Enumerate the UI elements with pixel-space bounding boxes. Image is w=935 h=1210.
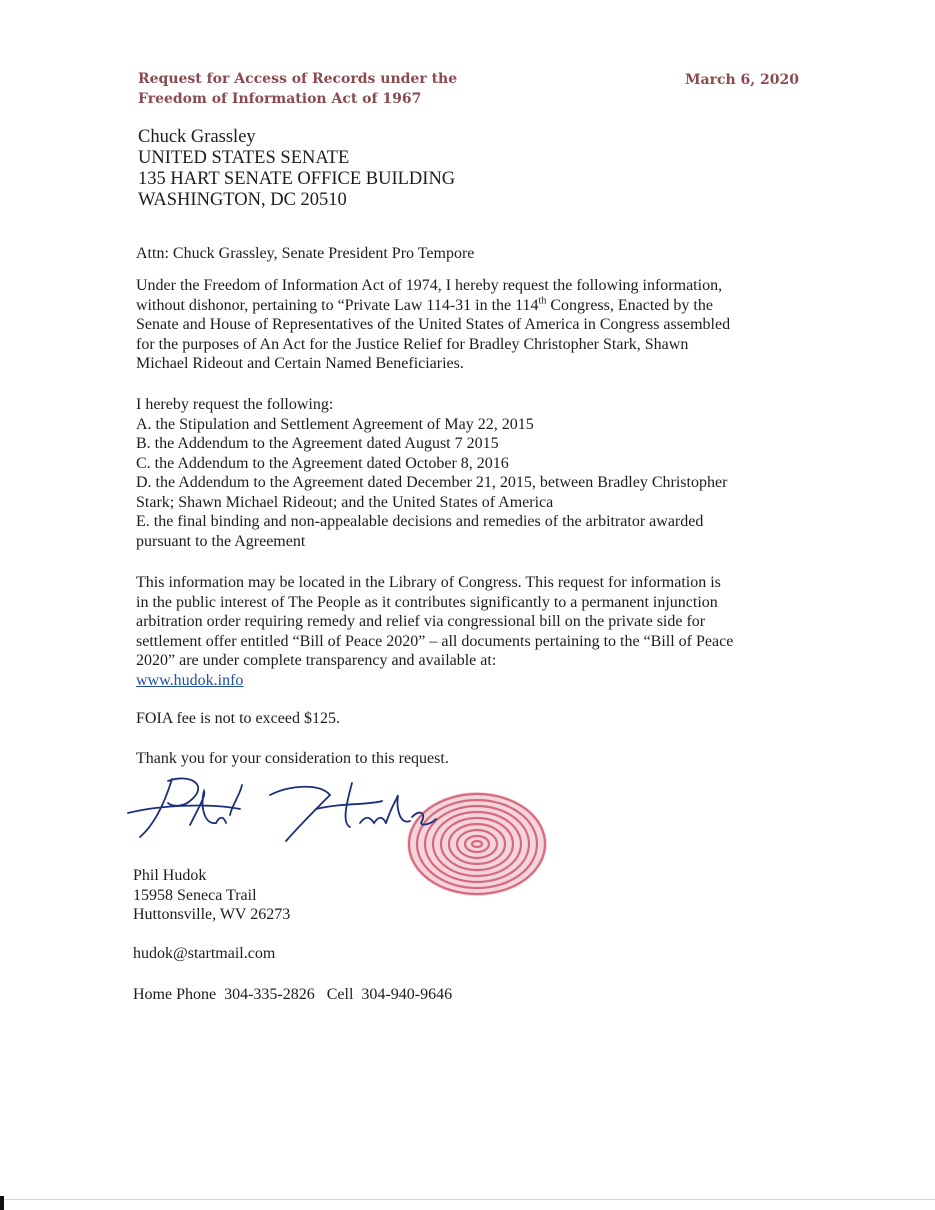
request-list [136, 395, 727, 551]
para1-line-2 [136, 296, 730, 316]
sender-name: Phil Hudok [133, 867, 207, 884]
list-item-b: B. the Addendum to the Agreement dated August 7 2015 [136, 435, 499, 452]
location-paragraph [136, 573, 733, 690]
sender-street: 15958 Seneca Trail [133, 886, 257, 904]
list-item-d-line-2: Stark; Shawn Michael Rideout; and the United States of America [136, 493, 554, 511]
thanks-line: Thank you for your consideration to this request. [136, 750, 449, 767]
request-paragraph [136, 276, 730, 374]
para1-line-3: Senate and House of Representatives of the United States of America in Congress assembled [136, 316, 731, 333]
para1-line-1: Under the Freedom of Information Act of 1974, I hereby request the following information, [136, 277, 723, 294]
recipient-org: UNITED STATES SENATE [138, 148, 350, 168]
scan-mark [0, 1196, 4, 1210]
recipient-street: 135 HART SENATE OFFICE BUILDING [138, 169, 456, 189]
sender-phones: Home Phone 304-335-2826 Cell 304-940-9646 [133, 986, 453, 1003]
title-line-1: Request for Access of Records under the [138, 71, 458, 87]
recipient-name: Chuck Grassley [138, 127, 256, 147]
sender-address [133, 866, 290, 925]
attn-line: Attn: Chuck Grassley, Senate President Pro Tempore [136, 245, 475, 262]
document-title [138, 69, 498, 109]
para1-line-5: Michael Rideout and Certain Named Beneficiaries. [136, 355, 464, 372]
recipient-city: WASHINGTON, DC 20510 [138, 190, 347, 210]
letter-date: March 6, 2020 [685, 72, 799, 88]
title-line-2: Freedom of Information Act of 1967 [138, 91, 422, 107]
list-item-a: A. the Stipulation and Settlement Agreement of May 22, 2015 [136, 415, 534, 433]
list-item-e-line-2: pursuant to the Agreement [136, 532, 306, 550]
list-item-c: C. the Addendum to the Agreement dated October 8, 2016 [136, 454, 509, 472]
para1-line-4: for the purposes of An Act for the Justice Relief for Bradley Christopher Stark, Shawn [136, 335, 689, 353]
list-item-d-line-1: D. the Addendum to the Agreement dated December 21, 2015, between Bradley Christopher [136, 474, 728, 491]
ordinal-suffix: th [538, 295, 547, 307]
para2-line-4: settlement offer entitled “Bill of Peace 2020” – all documents pertaining to the “Bill of Peace [136, 632, 734, 650]
sender-city: Huttonsville, WV 26273 [133, 906, 291, 923]
scan-edge [0, 1199, 935, 1200]
recipient-address [138, 127, 455, 211]
para1-line-2-end: Congress, Enacted by the [546, 296, 713, 314]
para2-line-1: This information may be located in the Library of Congress. This request for information is [136, 574, 721, 591]
para2-line-2: in the public interest of The People as it contributes significantly to a permanent injunction [136, 593, 718, 611]
website-link[interactable]: www.hudok.info [136, 671, 244, 689]
sender-email: hudok@startmail.com [133, 945, 276, 962]
handwritten-signature [120, 765, 460, 865]
list-intro: I hereby request the following: [136, 396, 334, 413]
para2-line-3: arbitration order requiring remedy and relief via congressional bill on the private side for [136, 613, 706, 630]
para2-line-5: 2020” are under complete transparency and available at: [136, 652, 497, 669]
fee-line: FOIA fee is not to exceed $125. [136, 710, 340, 727]
list-item-e-line-1: E. the final binding and non-appealable decisions and remedies of the arbitrator awarded [136, 513, 704, 530]
para1-line-2-start: without dishonor, pertaining to “Private Law 114-31 in the 114 [136, 296, 539, 314]
